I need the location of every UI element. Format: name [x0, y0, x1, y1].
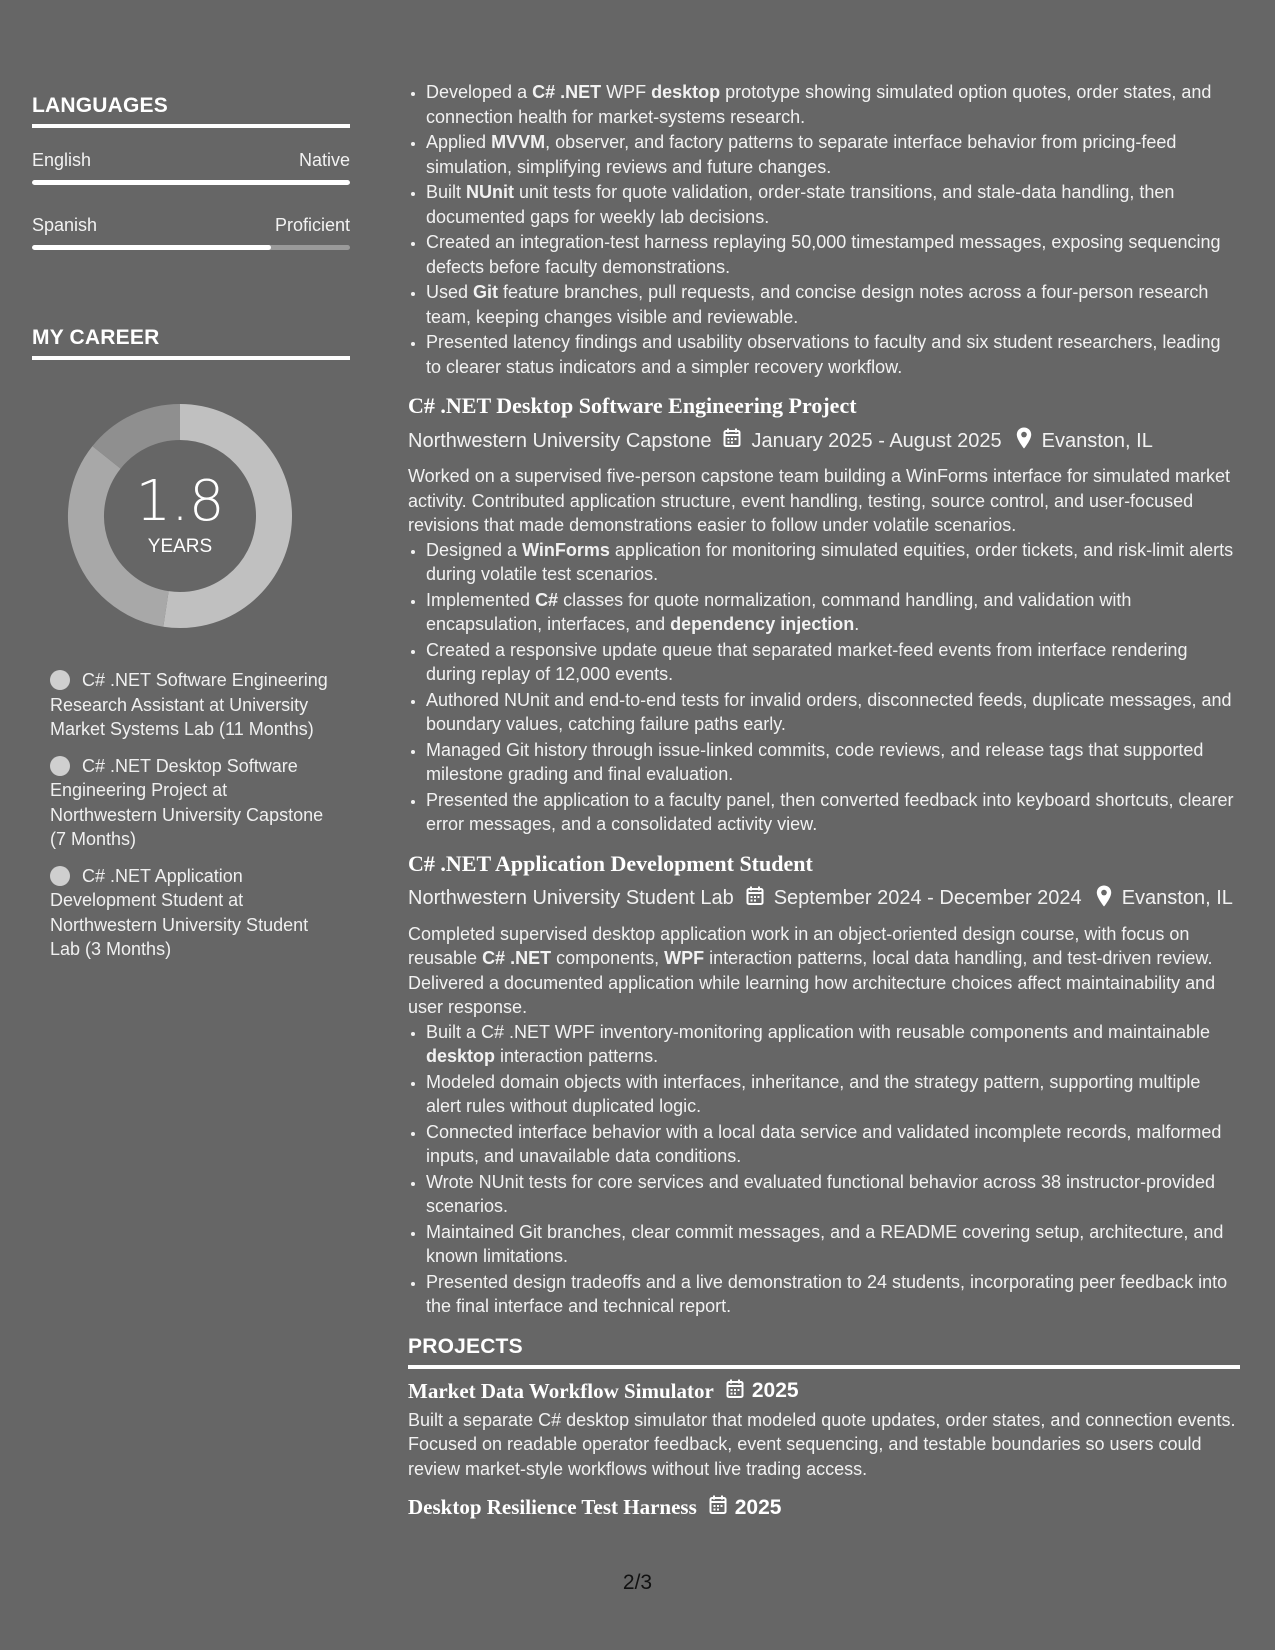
language-level-fill: [32, 180, 350, 185]
bullet-item: • Created a responsive update queue that separated market-feed events from interface rendering during replay of 12,000 events.: [426, 638, 1240, 687]
bullet-item: • Maintained Git branches, clear commit messages, and a README covering setup, architecture, and known limitations.: [426, 1220, 1240, 1269]
job2-location: Evanston, IL: [1041, 429, 1153, 452]
language-level-bar: [32, 245, 350, 250]
project-year: 2025: [751, 1379, 799, 1402]
projects-title: PROJECTS: [408, 1334, 523, 1358]
legend-dot-icon: [50, 756, 70, 776]
job2-description: Worked on a supervised five-person capstone team building a WinForms interface for simulated market activity. Contributed application structure, event handling, testing, source control, and user-focused revisions that made demonstrations easier to follow under volatile scenarios.: [408, 466, 1231, 535]
career-legend: [50, 668, 332, 962]
project-name: Market Data Workflow Simulator: [408, 1378, 714, 1403]
career-legend-item: [50, 754, 332, 852]
career-rule: [32, 356, 350, 360]
languages-rule: [32, 124, 350, 128]
bullet-item: • Applied MVVM, observer, and factory patterns to separate interface behavior from pricing-feed simulation, simplifying reviews and future changes.: [426, 130, 1240, 179]
career-title: MY CAREER: [32, 326, 160, 349]
career-total-value: 1.8: [135, 469, 225, 534]
project-name: Desktop Resilience Test Harness: [408, 1495, 697, 1519]
bold-keyword: C# .NET: [532, 82, 602, 102]
language-item: [32, 215, 350, 250]
bullet-item: • Built NUnit unit tests for quote validation, order-state transitions, and stale-data handling, then documented gaps for weekly lab decisions.: [426, 180, 1240, 229]
job2-meta: [408, 427, 1240, 455]
calendar-icon: [723, 428, 741, 454]
language-level: Proficient: [274, 215, 350, 235]
job3-bullet-list: [408, 1020, 1240, 1319]
language-level-fill: [32, 245, 271, 250]
bullet-item: • Presented the application to a faculty panel, then converted feedback into keyboard shortcuts, clearer error messages, and a consolidated activity view.: [426, 788, 1240, 837]
job3-org: Northwestern University Student Lab: [408, 887, 734, 909]
bold-keyword: WPF: [664, 948, 705, 968]
calendar-icon: [709, 1495, 727, 1520]
bold-keyword: WinForms: [522, 539, 610, 560]
job1-bullet-list: [408, 80, 1240, 379]
job2-title: C# .NET Desktop Software Engineering Project: [408, 393, 857, 418]
bold-keyword: NUnit: [466, 182, 515, 202]
left-column: [32, 94, 350, 974]
bullet-item: • Presented design tradeoffs and a live demonstration to 24 students, incorporating peer feedback into the final interface and technical report.: [426, 1270, 1240, 1319]
location-pin-icon: [1096, 885, 1112, 913]
job3-description: Completed supervised desktop application work in an object-oriented design course, with focus on reusable C# .NET components, WPF interaction patterns, local data handling, and test-driven review. Delivered a documented application while learning how architecture choices affect maintainability and user response.: [408, 923, 1216, 1017]
job3-meta: [408, 885, 1240, 913]
bullet-item: • Developed a C# .NET WPF desktop prototype showing simulated option quotes, order states, and connection health for market-systems research.: [426, 80, 1240, 129]
language-level: Native: [298, 150, 350, 170]
bullet-item: • Connected interface behavior with a local data service and validated incomplete records, malformed inputs, and unavailable data conditions.: [426, 1120, 1240, 1169]
projects-rule: [408, 1365, 1240, 1369]
location-pin-icon: [1016, 427, 1032, 455]
career-total-unit: YEARS: [147, 536, 213, 557]
job2-bullet-list: [408, 538, 1240, 837]
bullet-item: • Built a C# .NET WPF inventory-monitoring application with reusable components and maintainable desktop interaction patterns.: [426, 1020, 1240, 1069]
language-name: English: [32, 150, 92, 170]
job3-title: C# .NET Application Development Student: [408, 850, 813, 876]
language-name: Spanish: [32, 215, 98, 235]
career-legend-label: C# .NET Application Development Student at Northwestern University Student Lab (3 Months): [50, 865, 309, 959]
project-description: Built a separate C# desktop simulator that modeled quote updates, order states, and connection events. Focused on readable operator feedback, event sequencing, and testable boundaries so users could review market-style workflows without live trading access.: [408, 1409, 1236, 1479]
job2-org: Northwestern University Capstone: [408, 429, 712, 452]
language-level-bar: [32, 180, 350, 185]
bullet-item: • Presented latency findings and usability observations to faculty and six student researchers, leading to clearer status indicators and a simpler recovery workflow.: [426, 330, 1240, 379]
career-legend-item: [50, 668, 332, 742]
bold-keyword: dependency injection: [670, 614, 855, 634]
bullet-item: • Managed Git history through issue-linked commits, code reviews, and release tags that supported milestone grading and final evaluation.: [426, 738, 1240, 787]
bold-keyword: MVVM: [491, 132, 546, 152]
right-column: [408, 80, 1240, 1520]
bullet-item: • Authored NUnit and end-to-end tests for invalid orders, disconnected feeds, duplicate messages, and boundary values, catching failure paths early.: [426, 688, 1240, 737]
bold-keyword: desktop: [651, 82, 721, 102]
project-item: [408, 1495, 1240, 1520]
bullet-item: • Designed a WinForms application for monitoring simulated equities, order tickets, and risk-limit alerts during volatile test scenarios.: [426, 538, 1240, 587]
career-legend-label: C# .NET Desktop Software Engineering Project at Northwestern University Capstone (7 Months): [50, 755, 324, 849]
calendar-icon: [726, 1379, 744, 1404]
project-item: [408, 1379, 1240, 1482]
bold-keyword: desktop: [426, 1046, 496, 1066]
bullet-item: • Implemented C# classes for quote normalization, command handling, and validation with encapsulation, interfaces, and dependency injection.: [426, 588, 1240, 637]
job2-dates: January 2025 - August 2025: [751, 429, 1002, 452]
bullet-item: • Used Git feature branches, pull requests, and concise design notes across a four-person research team, keeping changes visible and reviewable.: [426, 280, 1240, 329]
bullet-item: • Created an integration-test harness replaying 50,000 timestamped messages, exposing sequencing defects before faculty demonstrations.: [426, 230, 1240, 279]
bullet-item: • Modeled domain objects with interfaces, inheritance, and the strategy pattern, supporting multiple alert rules without duplicated logic.: [426, 1070, 1240, 1119]
bold-keyword: C#: [535, 589, 559, 610]
project-year: 2025: [734, 1495, 782, 1519]
legend-dot-icon: [50, 866, 70, 886]
career-donut-chart: [66, 402, 294, 630]
page-number: 2/3: [622, 1571, 653, 1594]
job3-dates: September 2024 - December 2024: [773, 887, 1082, 909]
language-item: [32, 150, 350, 185]
bold-keyword: Git: [473, 282, 499, 302]
career-legend-label: C# .NET Software Engineering Research Assistant at University Market Systems Lab (11 Months): [50, 670, 328, 739]
bold-keyword: C# .NET: [482, 948, 552, 968]
calendar-icon: [746, 886, 764, 912]
legend-dot-icon: [50, 670, 70, 690]
bullet-item: • Wrote NUnit tests for core services and evaluated functional behavior across 38 instructor-provided scenarios.: [426, 1170, 1240, 1219]
job3-location: Evanston, IL: [1121, 887, 1233, 909]
languages-title: LANGUAGES: [32, 94, 168, 117]
career-legend-item: [50, 864, 332, 962]
